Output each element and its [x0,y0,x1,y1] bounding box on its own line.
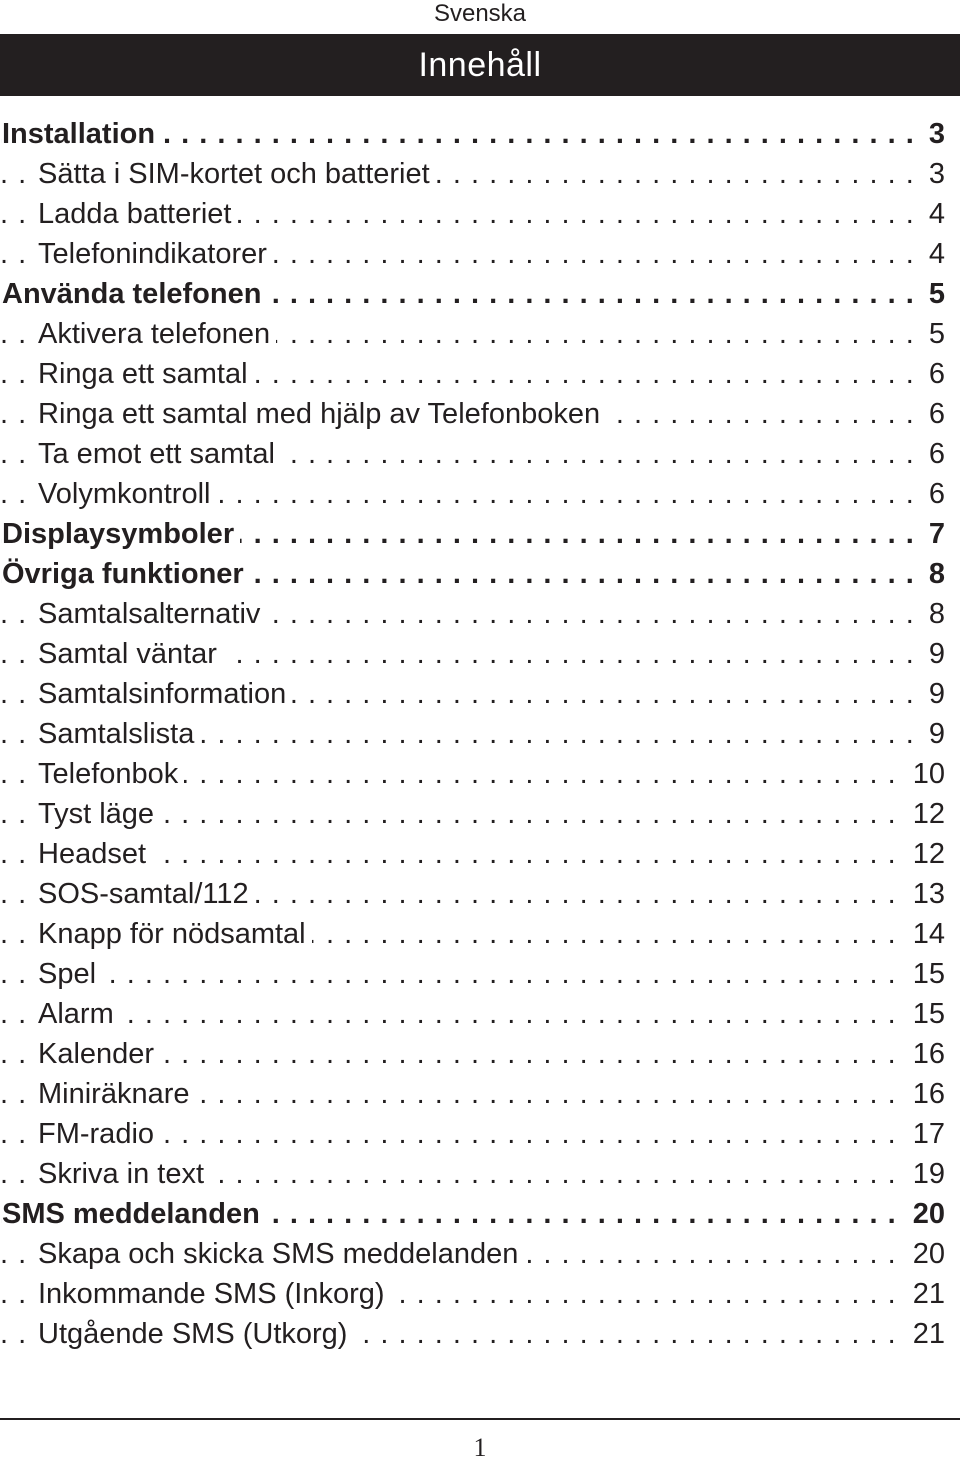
toc-entry-page: 21 [905,1274,945,1314]
toc-entry-page: 12 [905,834,945,874]
toc-entry-title: Kalender [38,1038,160,1070]
toc-entry[interactable] [0,474,945,514]
toc-entry[interactable] [0,1154,945,1194]
title-bar [0,34,960,96]
toc-entry[interactable] [0,1314,945,1354]
toc-entry-title: Telefonbok [38,758,184,790]
toc-entry[interactable] [0,674,945,714]
toc-entry-page: 4 [921,234,945,274]
toc-entry[interactable] [0,594,945,634]
toc-entry-title: Sätta i SIM-kortet och batteriet [38,158,436,190]
toc-entry-page: 19 [905,1154,945,1194]
toc-entry-title: Knapp för nödsamtal [38,918,312,950]
toc-entry-title: Skriva in text [38,1158,210,1190]
toc-entry[interactable] [0,194,945,234]
toc-section[interactable] [0,554,945,594]
toc-entry[interactable] [0,1274,945,1314]
toc-entry[interactable] [0,394,945,434]
toc-section[interactable] [0,514,945,554]
toc-entry[interactable] [0,954,945,994]
toc-entry[interactable] [0,634,945,674]
toc-entry[interactable] [0,434,945,474]
toc-entry-title: Skapa och skicka SMS meddelanden [38,1238,524,1270]
toc-entry-page: 9 [921,674,945,714]
toc-entry-title: Telefonindikatorer [38,238,273,270]
toc-entry[interactable] [0,874,945,914]
page-title: Innehåll [418,46,542,84]
toc-entry[interactable] [0,834,945,874]
toc-entry-page: 15 [905,994,945,1034]
toc-entry-title: Alarm [38,998,120,1030]
toc-entry-page: 6 [921,434,945,474]
toc-entry-title: SOS-samtal/112 [38,878,255,910]
toc-entry-page: 5 [921,274,945,314]
toc-entry-title: Utgående SMS (Utkorg) [38,1318,353,1350]
toc-entry-page: 15 [905,954,945,994]
toc-entry[interactable] [0,234,945,274]
toc-entry-title: Headset [38,838,152,870]
toc-entry-title: Volymkontroll [38,478,216,510]
footer-divider [0,1418,960,1420]
toc-entry[interactable] [0,154,945,194]
toc-entry-page: 8 [921,554,945,594]
toc-entry-page: 10 [905,754,945,794]
toc-entry-title: Samtal väntar [38,638,223,670]
toc-entry-page: 7 [921,514,945,554]
toc-entry-page: 9 [921,714,945,754]
toc-entry-page: 9 [921,634,945,674]
toc-section[interactable] [0,274,945,314]
toc-entry-page: 4 [921,194,945,234]
toc-entry-title: Displaysymboler [2,518,240,550]
toc-entry-title: Använda telefonen [2,278,267,310]
toc-entry-page: 16 [905,1034,945,1074]
toc-entry-page: 8 [921,594,945,634]
toc-entry-title: Ladda batteriet [38,198,237,230]
toc-entry[interactable] [0,794,945,834]
toc-entry[interactable] [0,1234,945,1274]
toc-section[interactable] [0,1194,945,1234]
toc-entry-page: 6 [921,394,945,434]
toc-entry-title: Samtalsinformation [38,678,292,710]
toc-entry-page: 14 [905,914,945,954]
toc-entry[interactable] [0,714,945,754]
toc-entry-page: 3 [921,114,945,154]
toc-entry-page: 16 [905,1074,945,1114]
toc-entry[interactable] [0,994,945,1034]
toc-entry-title: Övriga funktioner [2,558,250,590]
toc-entry[interactable] [0,1114,945,1154]
toc-entry-title: Ta emot ett samtal [38,438,281,470]
toc-entry-title: SMS meddelanden [2,1198,266,1230]
toc-entry-title: Aktivera telefonen [38,318,276,350]
toc-entry-title: Ringa ett samtal med hjälp av Telefonboken [38,398,606,430]
toc-entry-page: 3 [921,154,945,194]
toc-entry-title: Miniräknare [38,1078,196,1110]
toc-entry-page: 6 [921,474,945,514]
toc-entry-page: 21 [905,1314,945,1354]
toc-section[interactable] [0,114,945,154]
toc-entry-title: Installation [2,118,161,150]
toc-entry-page: 13 [905,874,945,914]
toc-entry[interactable] [0,314,945,354]
page-number: 1 [473,1433,487,1462]
toc-entry-title: FM-radio [38,1118,160,1150]
toc-entry[interactable] [0,914,945,954]
toc-entry-page: 6 [921,354,945,394]
language-label: Svenska [433,0,527,27]
toc-entry-page: 12 [905,794,945,834]
toc-entry-title: Spel [38,958,102,990]
toc-entry-title: Tyst läge [38,798,160,830]
table-of-contents [0,114,945,1354]
toc-entry[interactable] [0,754,945,794]
toc-entry-page: 20 [905,1234,945,1274]
toc-entry[interactable] [0,354,945,394]
toc-entry[interactable] [0,1074,945,1114]
toc-entry-title: Inkommande SMS (Inkorg) [38,1278,391,1310]
toc-entry-page: 20 [905,1194,945,1234]
toc-entry-page: 17 [905,1114,945,1154]
toc-entry-title: Samtalsalternativ [38,598,266,630]
toc-entry[interactable] [0,1034,945,1074]
toc-entry-title: Samtalslista [38,718,200,750]
toc-entry-page: 5 [921,314,945,354]
toc-entry-title: Ringa ett samtal [38,358,254,390]
